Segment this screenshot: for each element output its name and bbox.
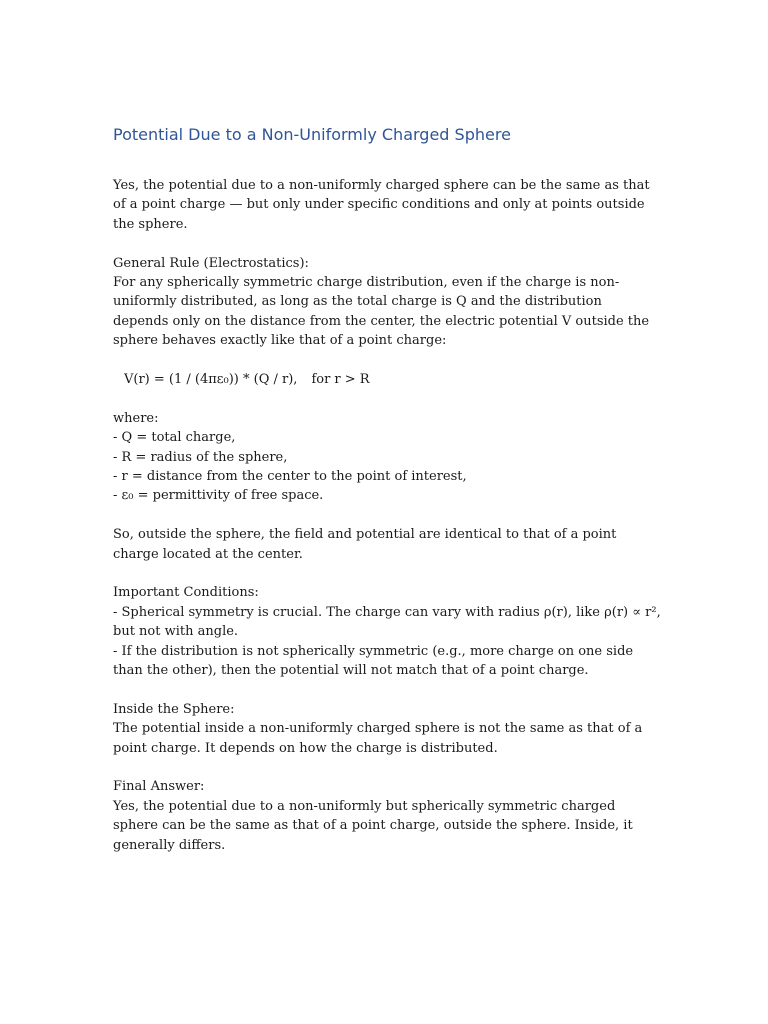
formula-expression: V(r) = (1 / (4πε₀)) * (Q / r), [124,372,298,388]
inside-section [113,700,661,758]
where-section [113,409,661,506]
document-body [113,124,661,875]
final-answer-text: Yes, the potential due to a non-uniformly but spherically symmetric charged sphere can be the same as that of a point charge, outside the sphere. Inside, it generally differs. [113,798,633,853]
list-item: - ε₀ = permittivity of free space. [113,488,324,504]
conditions-heading: Important Conditions: [113,585,259,601]
list-item: - If the distribution is not spherically symmetric (e.g., more charge on one side than the other), then the potential will not match that of a point charge. [113,643,634,679]
formula-condition: for r > R [311,372,370,388]
list-item: - R = radius of the sphere, [113,449,288,465]
general-rule-text: For any spherically symmetric charge distribution, even if the charge is non-uniformly distributed, as long as the total charge is Q and the distribution depends only on the distance from the center, the electric potential V outside the sphere behaves exactly like that of a point charge: [113,275,650,349]
list-item: - Q = total charge, [113,430,236,446]
general-rule-heading: General Rule (Electrostatics): [113,255,309,271]
list-item: - r = distance from the center to the point of interest, [113,469,467,485]
potential-formula [124,370,661,389]
list-item: - Spherical symmetry is crucial. The charge can vary with radius ρ(r), like ρ(r) ∝ r², but not with angle. [113,604,661,640]
page-title: Potential Due to a Non-Uniformly Charged Sphere [113,125,511,144]
intro-paragraph: Yes, the potential due to a non-uniformly charged sphere can be the same as that of a point charge — but only under specific conditions and only at points outside the sphere. [113,178,650,232]
outside-summary-paragraph: So, outside the sphere, the field and potential are identical to that of a point charge located at the center. [113,527,617,562]
final-answer-section [113,777,661,855]
conditions-section [113,583,661,680]
inside-heading: Inside the Sphere: [113,701,235,717]
general-rule-section [113,254,661,351]
inside-text: The potential inside a non-uniformly charged sphere is not the same as that of a point charge. It depends on how the charge is distributed. [113,721,643,756]
final-answer-heading: Final Answer: [113,779,205,795]
where-heading: where: [113,410,159,426]
